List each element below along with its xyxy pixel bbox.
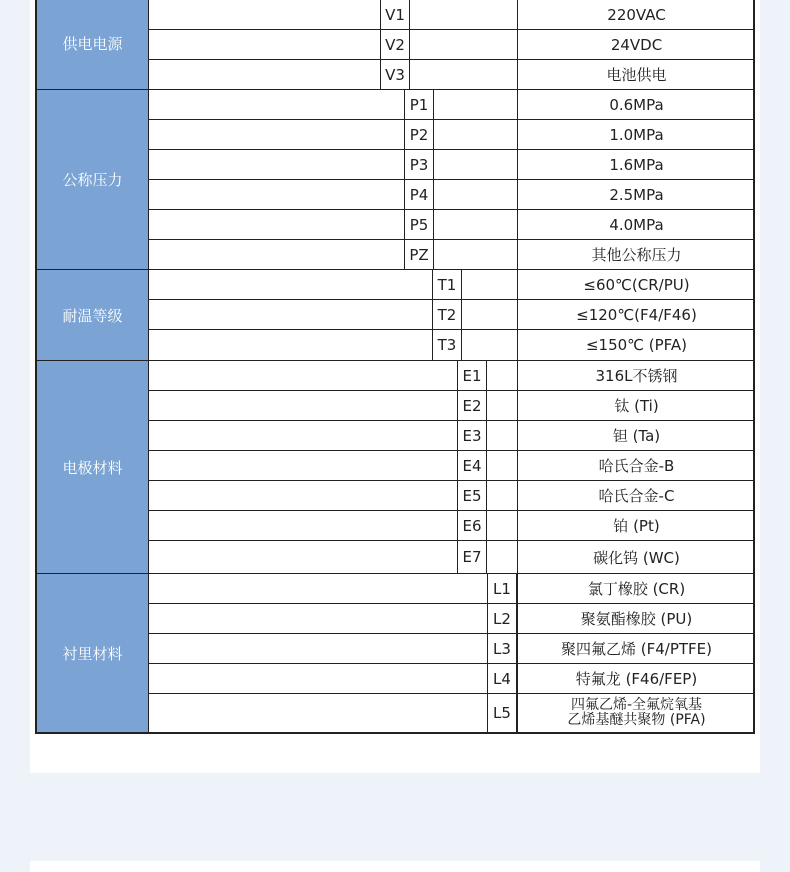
code-cell: P3 xyxy=(404,150,434,179)
value-cell xyxy=(517,694,755,732)
code-cell: V3 xyxy=(380,60,410,89)
code-cell: E3 xyxy=(457,421,487,450)
value-cell: 316L不锈钢 xyxy=(517,361,755,390)
table-row xyxy=(149,210,755,240)
value-cell: ≤60℃(CR/PU) xyxy=(517,270,755,299)
code-cell: L1 xyxy=(487,574,517,603)
code-cell: L2 xyxy=(487,604,517,633)
value-cell: 铂 (Pt) xyxy=(517,511,755,540)
value-cell: 0.6MPa xyxy=(517,90,755,119)
code-cell: E4 xyxy=(457,451,487,480)
value-cell: 钽 (Ta) xyxy=(517,421,755,450)
table-row xyxy=(149,604,755,634)
code-cell: T3 xyxy=(432,330,462,360)
table-row xyxy=(149,361,755,391)
table-row xyxy=(149,90,755,120)
value-cell: 1.6MPa xyxy=(517,150,755,179)
code-cell: T1 xyxy=(432,270,462,299)
table-row xyxy=(149,664,755,694)
value-cell: 2.5MPa xyxy=(517,180,755,209)
table-row xyxy=(149,330,755,361)
category-power-supply: 供电电源 xyxy=(37,0,149,90)
next-card xyxy=(30,861,760,872)
table-row xyxy=(149,694,755,732)
code-cell: PZ xyxy=(404,240,434,269)
value-cell: 电池供电 xyxy=(517,60,755,89)
code-cell: L5 xyxy=(487,694,517,732)
value-cell: 4.0MPa xyxy=(517,210,755,239)
value-cell: 哈氏合金-B xyxy=(517,451,755,480)
value-cell: 特氟龙 (F46/FEP) xyxy=(517,664,755,693)
model-selection-table xyxy=(35,0,755,734)
value-line-1: 四氟乙烯-全氟烷氧基 xyxy=(570,697,703,713)
value-cell: 哈氏合金-C xyxy=(517,481,755,510)
table-row xyxy=(149,451,755,481)
value-cell: 220VAC xyxy=(517,0,755,29)
code-cell: P1 xyxy=(404,90,434,119)
table-row xyxy=(149,634,755,664)
table-row xyxy=(149,270,755,300)
value-cell: ≤150℃ (PFA) xyxy=(517,330,755,360)
value-line-2: 乙烯基醚共聚物 (PFA) xyxy=(567,712,706,728)
category-temperature-grade: 耐温等级 xyxy=(37,270,149,361)
table-row xyxy=(149,421,755,451)
table-row xyxy=(149,0,755,30)
value-cell: 聚四氟乙烯 (F4/PTFE) xyxy=(517,634,755,663)
value-cell: ≤120℃(F4/F46) xyxy=(517,300,755,329)
code-cell: E7 xyxy=(457,541,487,573)
code-cell: V2 xyxy=(380,30,410,59)
category-lining-material: 衬里材料 xyxy=(37,574,149,732)
category-nominal-pressure: 公称压力 xyxy=(37,90,149,270)
code-cell: P5 xyxy=(404,210,434,239)
table-row xyxy=(149,180,755,210)
value-cell: 聚氨酯橡胶 (PU) xyxy=(517,604,755,633)
table-row xyxy=(149,574,755,604)
category-electrode-material: 电极材料 xyxy=(37,361,149,574)
value-cell: 碳化钨 (WC) xyxy=(517,541,755,573)
table-row xyxy=(149,150,755,180)
table-row xyxy=(149,481,755,511)
code-cell: E1 xyxy=(457,361,487,390)
code-cell: V1 xyxy=(380,0,410,29)
table-row xyxy=(149,511,755,541)
value-cell: 24VDC xyxy=(517,30,755,59)
table-row xyxy=(149,120,755,150)
code-cell: P4 xyxy=(404,180,434,209)
table-row xyxy=(149,60,755,90)
table-row xyxy=(149,30,755,60)
table-row xyxy=(149,541,755,574)
code-cell: L4 xyxy=(487,664,517,693)
value-cell: 氯丁橡胶 (CR) xyxy=(517,574,755,603)
value-cell: 钛 (Ti) xyxy=(517,391,755,420)
code-cell: E6 xyxy=(457,511,487,540)
value-cell: 1.0MPa xyxy=(517,120,755,149)
code-cell: E2 xyxy=(457,391,487,420)
code-cell: L3 xyxy=(487,634,517,663)
code-cell: P2 xyxy=(404,120,434,149)
code-cell: T2 xyxy=(432,300,462,329)
table-row xyxy=(149,391,755,421)
value-cell: 其他公称压力 xyxy=(517,240,755,269)
table-row xyxy=(149,300,755,330)
table-row xyxy=(149,240,755,270)
code-cell: E5 xyxy=(457,481,487,510)
